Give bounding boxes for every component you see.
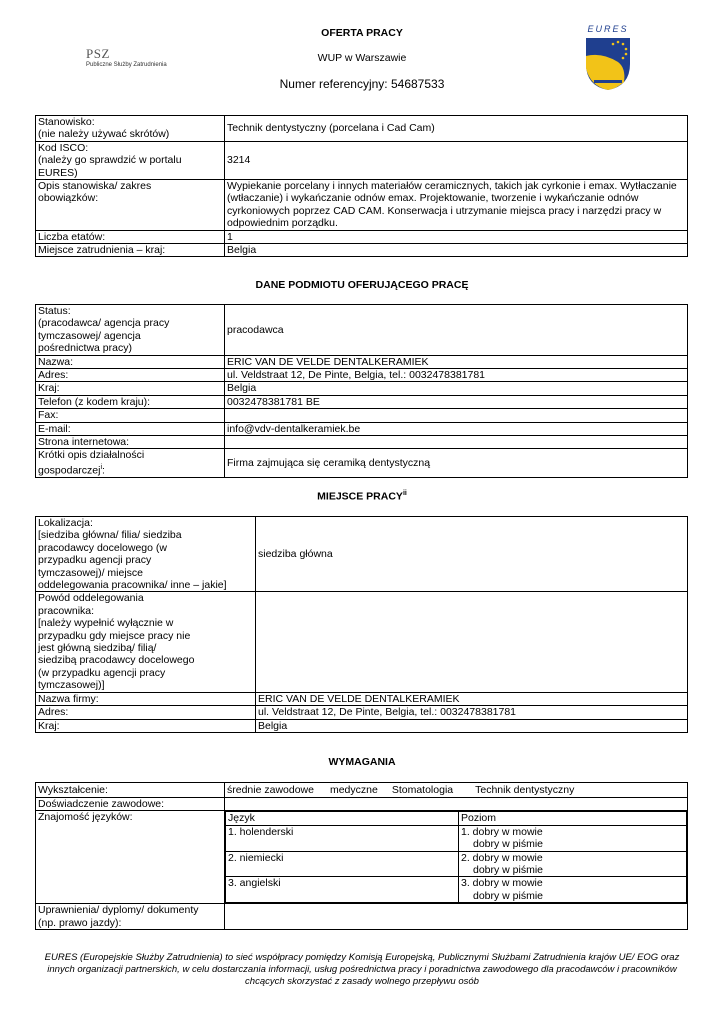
languages-cell [225,811,688,904]
employer-address-label: Adres: [36,369,225,382]
table-row [36,180,688,231]
business-description-label: Krótki opis działalności gospodarczej$^i$: [36,449,225,477]
list-item [226,851,687,877]
licenses-label: Uprawnienia/ dyplomy/ dokumenty (np. prawo jazdy): [36,904,225,930]
employer-name-value: ERIC VAN DE VELDE DENTALKERAMIEK [225,355,688,368]
location-value: siedziba główna [256,517,688,592]
office-name: WUP w Warszawie [317,52,407,64]
education-profession: Technik dentystyczny [475,783,575,796]
isco-label: Kod ISCO: (należy go sprawdzić w portalu EURES) [36,141,225,179]
workplace-section-title [0,490,724,503]
education-value [225,783,688,798]
language-name: 1. holenderski [226,825,459,851]
country-label: Miejsce zatrudnienia – kraj: [36,244,225,257]
level-column-header: Poziom [459,812,687,825]
business-description-colon: : [102,464,105,477]
status-value: pracodawca [225,305,688,356]
workplace-country-label: Kraj: [36,719,256,732]
workplace-address-value: ul. Veldstraat 12, De Pinte, Belgia, tel.: 0032478381781 [256,706,688,719]
delegation-reason-value [256,592,688,692]
positions-count-label: Liczba etatów: [36,230,225,243]
employer-email-label: E-mail: [36,422,225,435]
table-row [36,116,688,142]
writing-level: dobry w piśmie [473,889,544,902]
delegation-reason-label: Powód oddelegowania pracownika: [należy wypełnić wyłącznie w przypadku gdy miejsce pracy nie jest główną siedzibą/ filią/ siedzibą pracodawcy docelowego (w przypadku agencji pracy tymczasowej)] [36,592,256,692]
table-row [36,436,688,449]
location-label: Lokalizacja: [siedziba główna/ filia/ siedziba pracodawcy docelowego (w przypadku agencji pracy tymczasowej)/ miejsce oddelegowania pracownika/ inne – jakie] [36,517,256,592]
employer-phone-value: 0032478381781 BE [225,395,688,408]
requirements-section-title: WYMAGANIA [328,756,396,768]
table-row [36,382,688,395]
isco-value: 3214 [225,141,688,179]
document-title: OFERTA PRACY [321,27,403,39]
company-name-value: ERIC VAN DE VELDE DENTALKERAMIEK [256,692,688,705]
employer-table [35,304,688,478]
languages-table [225,811,687,903]
table-row [36,369,688,382]
speaking-level: 2. dobry w mowie [461,851,543,864]
education-label: Wykształcenie: [36,783,225,798]
list-item [226,825,687,851]
employer-country-value: Belgia [225,382,688,395]
language-name: 2. niemiecki [226,851,459,877]
education-level: średnie zawodowe [227,783,314,796]
psz-logo-short: PSZ [86,46,110,61]
country-value: Belgia [225,244,688,257]
reference-number: Numer referencyjny: 54687533 [279,77,445,91]
languages-header-row [226,812,687,825]
workplace-table [35,516,688,733]
table-row [36,422,688,435]
education-field: medyczne [329,783,378,796]
speaking-level: 1. dobry w mowie [461,825,543,838]
language-column-header: Język [226,812,459,825]
position-value: Technik dentystyczny (porcelana i Cad Cam) [225,116,688,142]
employer-website-label: Strona internetowa: [36,436,225,449]
position-label: Stanowisko: (nie należy używać skrótów) [36,116,225,142]
table-row [36,692,688,705]
employer-fax-label: Fax: [36,409,225,422]
employer-name-label: Nazwa: [36,355,225,368]
description-value: Wypiekanie porcelany i innych materiałów ceramicznych, takich jak cyrkonie i emax. Wytłaczanie (wtłaczanie) i wykańczanie odnów emax. Projektowanie, tworzenie i wykańczanie odnów cyrkoniowych poprzez CAD CAM. Konserwacja i utrzymanie miejsca pracy i narzędzi pracy w odpowiednim porządku. [225,180,688,231]
language-name: 3. angielski [226,877,459,903]
table-row [36,449,688,477]
employer-section-title: DANE PODMIOTU OFERUJĄCEGO PRACĘ [255,279,469,291]
psz-logo [86,46,167,68]
job-table [35,115,688,257]
table-row [36,904,688,930]
table-row [36,305,688,356]
footnote-marker-ii: ii [402,490,407,497]
requirements-table [35,782,688,930]
experience-value [225,798,688,811]
eures-footer-note: EURES (Europejskie Służby Zatrudnienia) to sieć współpracy pomiędzy Komisją Europejską, Publicznymi Służbami Zatrudnienia krajów UE/ EOG oraz innych organizacji partnerskich, w celu dostarczania informacji, usług pośrednictwa pracy i poradnictwa zawodowego dla pracodawców i pracowników chcących skorzystać z zasady wolnego przepływu osób [44,952,680,987]
table-row [36,141,688,179]
table-row [36,244,688,257]
employer-address-value: ul. Veldstraat 12, De Pinte, Belgia, tel.: 0032478381781 [225,369,688,382]
language-level [459,825,687,851]
eures-logo-text: EURES [587,24,629,34]
table-row [36,517,688,592]
business-description-value: Firma zajmująca się ceramiką dentystyczną [225,449,688,477]
education-specialty: Stomatologia [391,783,454,796]
table-row [36,706,688,719]
workplace-address-label: Adres: [36,706,256,719]
employer-email-value: info@vdv-dentalkeramiek.be [225,422,688,435]
table-row [36,783,688,798]
employer-phone-label: Telefon (z kodem kraju): [36,395,225,408]
experience-label: Doświadczenie zawodowe: [36,798,225,811]
writing-level: dobry w piśmie [473,838,544,851]
employer-fax-value [225,409,688,422]
table-row [36,230,688,243]
language-level [459,851,687,877]
writing-level: dobry w piśmie [473,864,544,877]
licenses-value [225,904,688,930]
employer-website-value [225,436,688,449]
positions-count-value: 1 [225,230,688,243]
status-label: Status: (pracodawca/ agencja pracy tymczasowej/ agencja pośrednictwa pracy) [36,305,225,356]
list-item [226,877,687,903]
language-level [459,877,687,903]
table-row [36,719,688,732]
workplace-country-value: Belgia [256,719,688,732]
footnote-marker-i: i [100,463,103,471]
table-row [36,395,688,408]
table-row [36,798,688,811]
workplace-title-text: MIEJSCE PRACY [317,490,403,503]
description-label: Opis stanowiska/ zakres obowiązków: [36,180,225,231]
table-row [36,811,688,904]
table-row [36,409,688,422]
employer-country-label: Kraj: [36,382,225,395]
languages-label: Znajomość języków: [36,811,225,904]
speaking-level: 3. dobry w mowie [461,877,543,890]
table-row [36,355,688,368]
eures-logo [580,22,636,94]
company-name-label: Nazwa firmy: [36,692,256,705]
table-row [36,592,688,692]
psz-logo-full: Publiczne Służby Zatrudnienia [86,62,167,68]
